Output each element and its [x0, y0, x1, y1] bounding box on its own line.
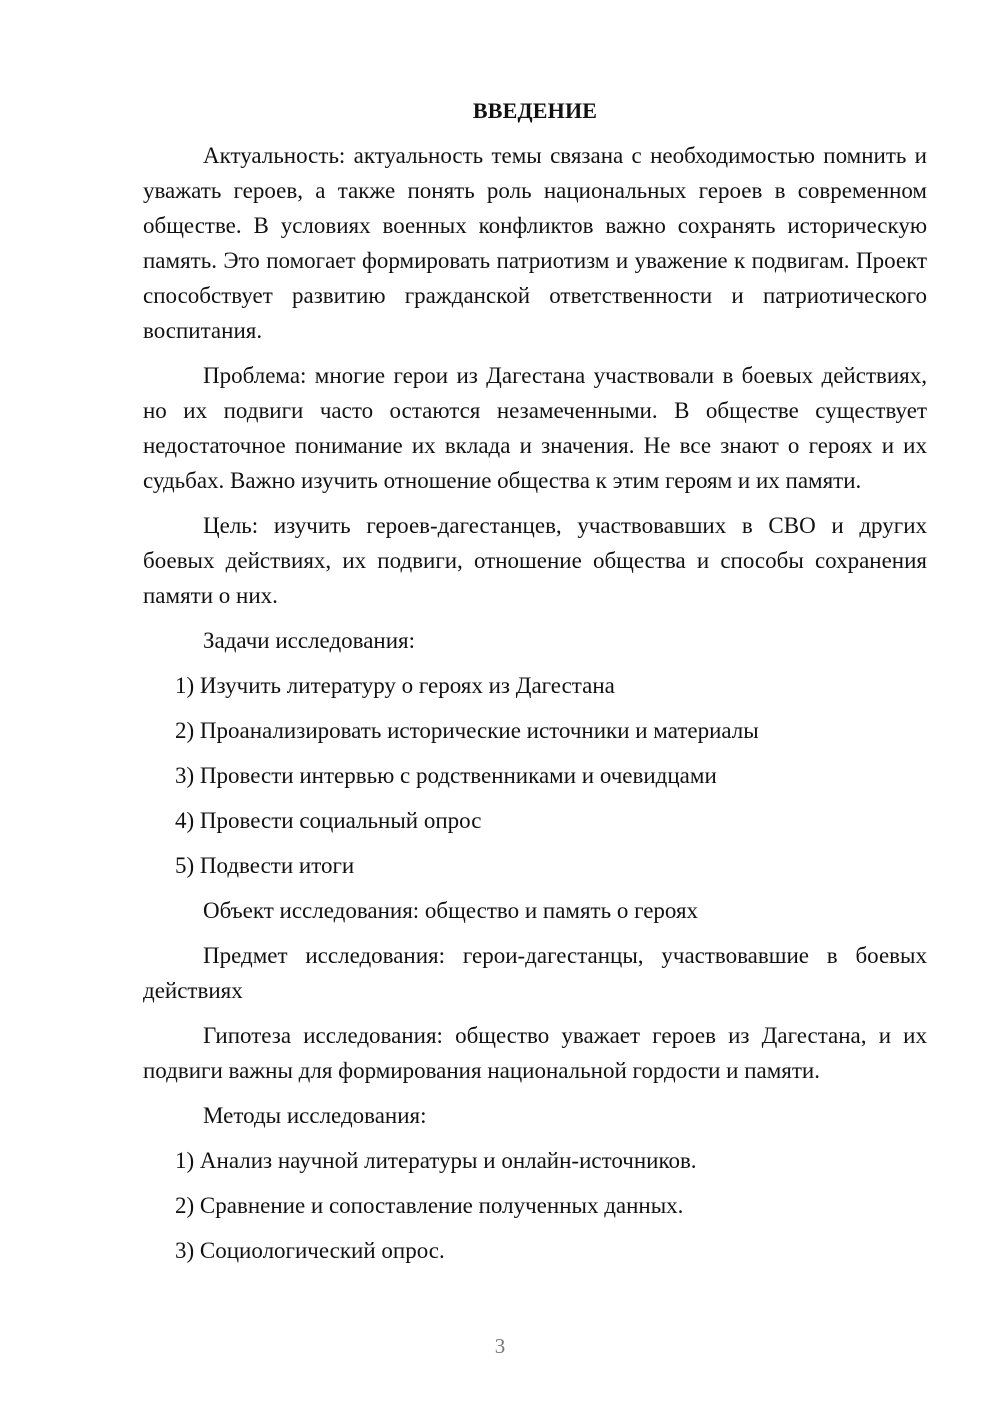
list-item: 3) Социологический опрос.: [175, 1238, 445, 1263]
paragraph-subject: Предмет исследования: герои-дагестанцы, участвовавшие в боевых действиях: [143, 943, 927, 1003]
section-title: ВВЕДЕНИЕ: [472, 98, 598, 123]
list-item: 3) Провести интервью с родственниками и очевидцами: [175, 763, 717, 788]
list-item: 2) Сравнение и сопоставление полученных данных.: [175, 1193, 684, 1218]
list-item: 4) Провести социальный опрос: [175, 808, 482, 833]
paragraph-relevance: Актуальность: актуальность темы связана с необходимостью помнить и уважать героев, а также понять роль национальных героев в современном обществе. В условиях военных конфликтов важно сохранять историческую память. Это помогает формировать патриотизм и уважение к подвигам. Проект способствует развитию гражданской ответственности и патриотического воспитания.: [143, 143, 927, 343]
tasks-list: [143, 668, 927, 883]
methods-heading: Методы исследования:: [203, 1103, 427, 1128]
paragraph-hypothesis: Гипотеза исследования: общество уважает героев из Дагестана, и их подвиги важны для формирования национальной гордости и памяти.: [143, 1023, 927, 1083]
paragraph-object: Объект исследования: общество и память о героях: [203, 898, 699, 923]
list-item: 1) Анализ научной литературы и онлайн-источников.: [175, 1148, 697, 1173]
list-item: 2) Проанализировать исторические источники и материалы: [175, 718, 759, 743]
page-content: [143, 96, 927, 1278]
methods-list: [143, 1143, 927, 1268]
tasks-heading: Задачи исследования:: [203, 628, 416, 653]
page-number: 3: [494, 1334, 506, 1358]
list-item: 5) Подвести итоги: [175, 853, 355, 878]
paragraph-problem: Проблема: многие герои из Дагестана участвовали в боевых действиях, но их подвиги часто остаются незамеченными. В обществе существует недостаточное понимание их вклада и значения. Не все знают о героях и их судьбах. Важно изучить отношение общества к этим героям и их памяти.: [143, 363, 927, 493]
paragraph-goal: Цель: изучить героев-дагестанцев, участвовавших в СВО и других боевых действиях, их подвиги, отношение общества и способы сохранения памяти о них.: [143, 513, 927, 608]
list-item: 1) Изучить литературу о героях из Дагестана: [175, 673, 615, 698]
